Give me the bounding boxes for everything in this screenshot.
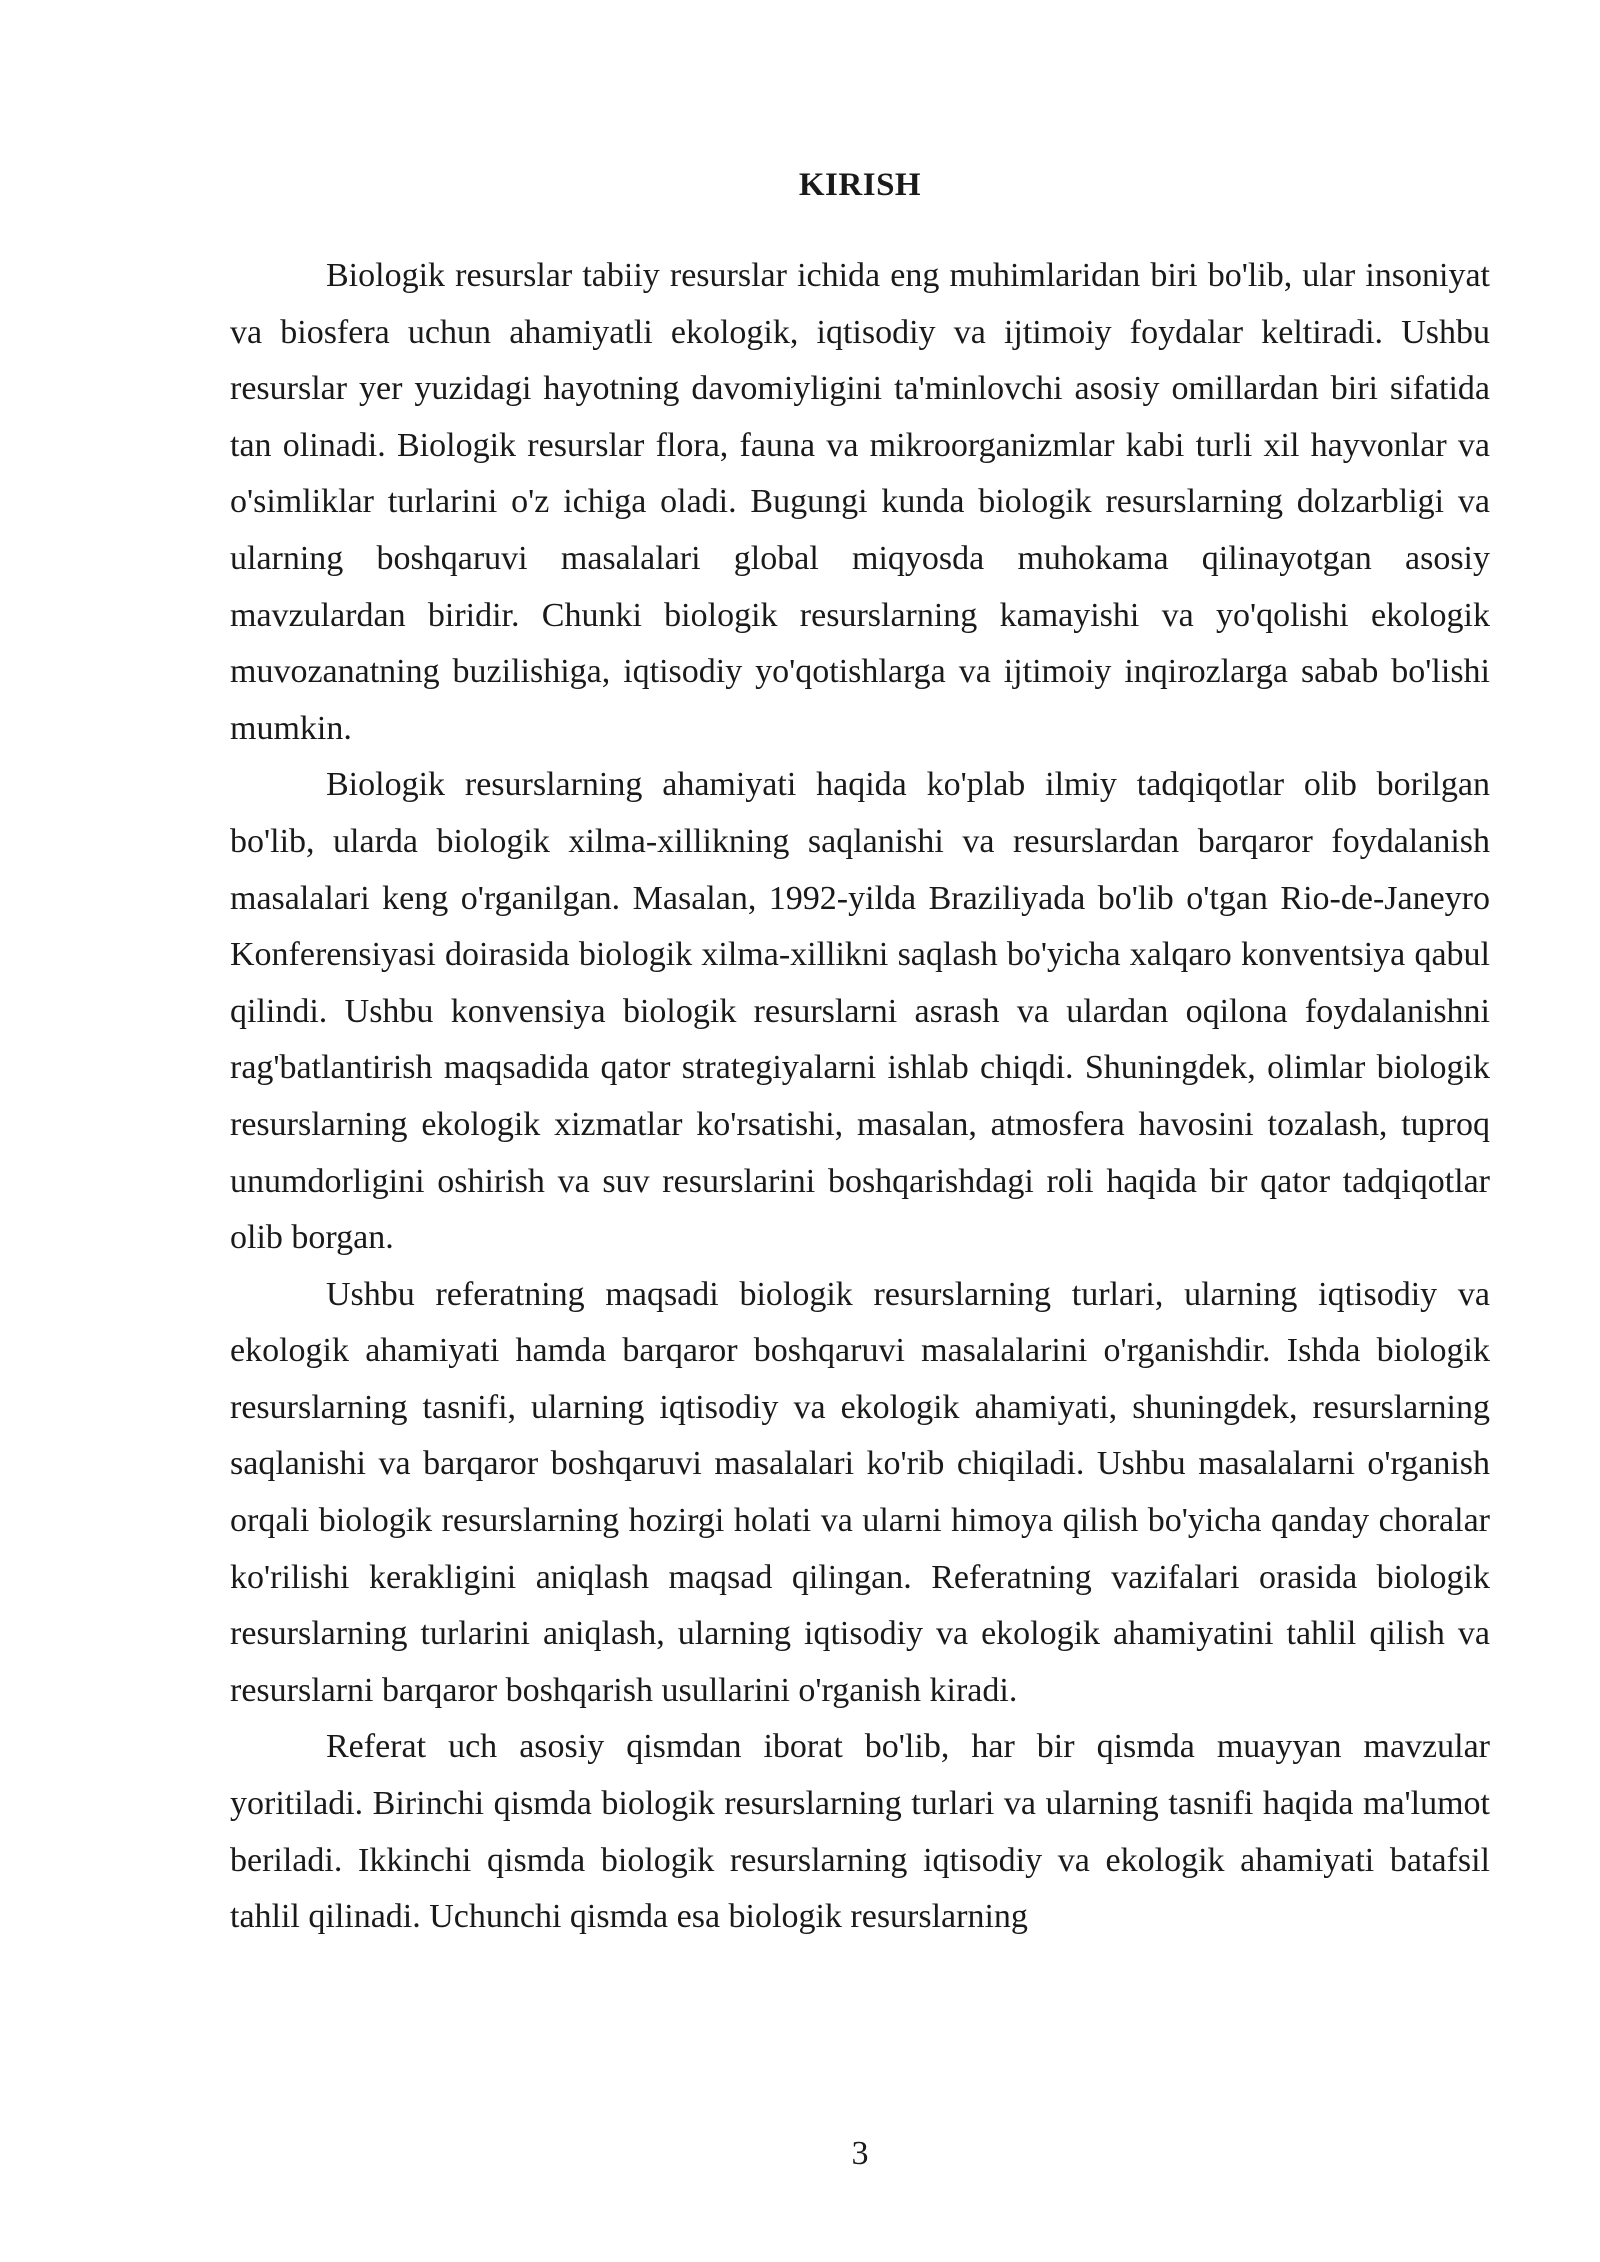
page-number: 3 bbox=[851, 2135, 869, 2172]
paragraph-4: Referat uch asosiy qismdan iborat bo'lib, har bir qismda muayyan mavzular yoritiladi. Birinchi qismda biologik resurslarning turlari va ularning tasnifi haqida ma'lumot beriladi. Ikkinchi qismda biologik resurslarning iqtisodiy va ekologik ahamiyati batafsil tahlil qilinadi. Uchunchi qismda esa biologik resurslarning bbox=[230, 1728, 1490, 1936]
body-text bbox=[230, 248, 1490, 1946]
paragraph-3: Ushbu referatning maqsadi biologik resurslarning turlari, ularning iqtisodiy va ekologik ahamiyati hamda barqaror boshqaruvi masalalarini o'rganishdir. Ishda biologik resurslarning tasnifi, ularning iqtisodiy va ekologik ahamiyati, shuningdek, resurslarning saqlanishi va barqaror boshqaruvi masalalari ko'rib chiqiladi. Ushbu masalalarni o'rganish orqali biologik resurslarning hozirgi holati va ularni himoya qilish bo'yicha qanday choralar ko'rilishi kerakligini aniqlash maqsad qilingan. Referatning vazifalari orasida biologik resurslarning turlarini aniqlash, ularning iqtisodiy va ekologik ahamiyatini tahlil qilish va resurslarni barqaror boshqarish usullarini o'rganish kiradi. bbox=[230, 1275, 1490, 1709]
paragraph-2: Biologik resurslarning ahamiyati haqida ko'plab ilmiy tadqiqotlar olib borilgan bo'lib, ularda biologik xilma-xillikning saqlanishi va resurslardan barqaror foydalanish masalalari keng o'rganilgan. Masalan, 1992-yilda Braziliyada bo'lib o'tgan Rio-de-Janeyro Konferensiyasi doirasida biologik xilma-xillikni saqlash bo'yicha xalqaro konventsiya qabul qilindi. Ushbu konvensiya biologik resurslarni asrash va ulardan oqilona foydalanishni rag'batlantirish maqsadida qator strategiyalarni ishlab chiqdi. Shuningdek, olimlar biologik resurslarning ekologik xizmatlar ko'rsatishi, masalan, atmosfera havosini tozalash, tuproq unumdorligini oshirish va suv resurslarini boshqarishdagi roli haqida bir qator tadqiqotlar olib borgan. bbox=[230, 766, 1490, 1257]
page-title: KIRISH bbox=[798, 167, 922, 203]
paragraph-1: Biologik resurslar tabiiy resurslar ichida eng muhimlaridan biri bo'lib, ular insoniyat va biosfera uchun ahamiyatli ekologik, iqtisodiy va ijtimoiy foydalar keltiradi. Ushbu resurslar yer yuzidagi hayotning davomiyligini ta'minlovchi asosiy omillardan biri sifatida tan olinadi. Biologik resurslar flora, fauna va mikroorganizmlar kabi turli xil hayvonlar va o'simliklar turlarini o'z ichiga oladi. Bugungi kunda biologik resurslarning dolzarbligi va ularning boshqaruvi masalalari global miqyosda muhokama qilinayotgan asosiy mavzulardan biridir. Chunki biologik resurslarning kamayishi va yo'qolishi ekologik muvozanatning buzilishiga, iqtisodiy yo'qotishlarga va ijtimoiy inqirozlarga sabab bo'lishi mumkin. bbox=[230, 257, 1490, 747]
